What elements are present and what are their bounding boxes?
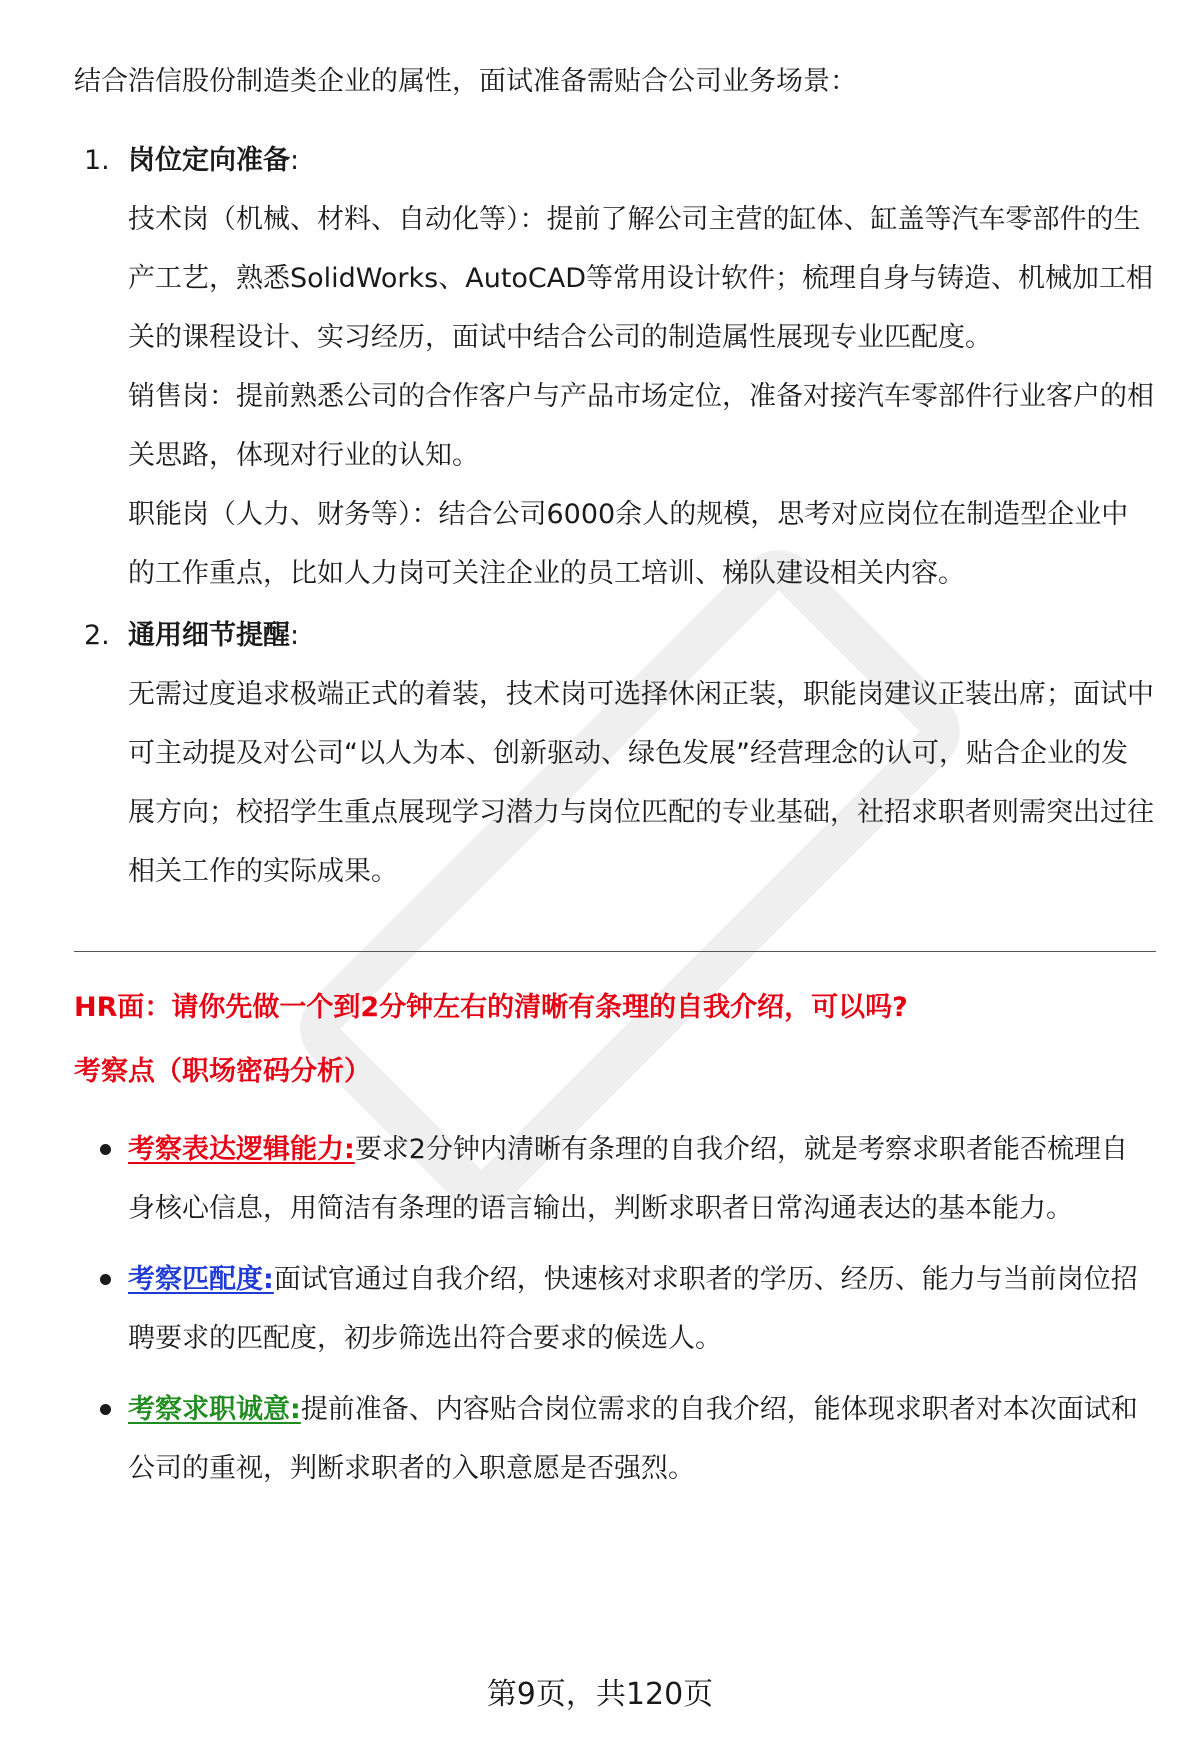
paragraph-functional: 职能岗（人力、财务等）：结合公司6000余人的规模，思考对应岗位在制造型企业中的工作重点，比如人力岗可关注企业的员工培训、梯队建设相关内容。	[128, 499, 1129, 589]
prep-list	[74, 132, 1154, 901]
item-colon: :	[290, 620, 300, 651]
prep-item-2	[74, 607, 1154, 901]
paragraph-general: 无需过度追求极端正式的着装，技术岗可选择休闲正装，职能岗建议正装出席；面试中可主动提及对公司“以人为本、创新驱动、绿色发展”经营理念的认可，贴合企业的发展方向；校招学生重点展现学习潜力与岗位匹配的专业基础，社招求职者则需突出过往相关工作的实际成果。	[128, 679, 1154, 887]
analysis-points	[74, 1120, 1154, 1498]
item-title: 通用细节提醒	[128, 620, 290, 651]
item-title: 岗位定向准备	[128, 145, 290, 176]
point-keyword: 考察求职诚意:	[128, 1394, 301, 1425]
page-footer: 第9页，共120页	[486, 1677, 714, 1712]
list-number: 1.	[84, 145, 110, 176]
hr-question: HR面：请你先做一个到2分钟左右的清晰有条理的自我介绍，可以吗?	[74, 992, 908, 1023]
document-page	[74, 62, 1154, 1498]
point-sincerity	[74, 1380, 1154, 1498]
prep-item-1	[74, 132, 1154, 603]
paragraph-sales: 销售岗：提前熟悉公司的合作客户与产品市场定位，准备对接汽车零部件行业客户的相关思路，体现对行业的认知。	[128, 381, 1154, 471]
point-keyword: 考察表达逻辑能力:	[128, 1134, 355, 1165]
paragraph-technical: 技术岗（机械、材料、自动化等）：提前了解公司主营的缸体、缸盖等汽车零部件的生产工艺，熟悉SolidWorks、AutoCAD等常用设计软件；梳理自身与铸造、机械加工相关的课程设计、实习经历，面试中结合公司的制造属性展现专业匹配度。	[128, 204, 1154, 353]
point-text: 提前准备、内容贴合岗位需求的自我介绍，能体现求职者对本次面试和公司的重视，判断求职者的入职意愿是否强烈。	[128, 1394, 1138, 1484]
bullet-icon	[100, 1144, 111, 1155]
bullet-icon	[100, 1404, 111, 1415]
item-colon: :	[290, 145, 300, 176]
point-keyword: 考察匹配度:	[128, 1264, 274, 1295]
point-matching	[74, 1250, 1154, 1368]
point-text: 要求2分钟内清晰有条理的自我介绍，就是考察求职者能否梳理自身核心信息，用简洁有条理的语言输出，判断求职者日常沟通表达的基本能力。	[128, 1134, 1128, 1224]
section-divider	[74, 951, 1156, 952]
intro-text: 结合浩信股份制造类企业的属性，面试准备需贴合公司业务场景：	[74, 66, 857, 97]
bullet-icon	[100, 1274, 111, 1285]
analysis-title: 考察点（职场密码分析）	[74, 1056, 371, 1087]
list-number: 2.	[84, 620, 110, 651]
point-text: 面试官通过自我介绍，快速核对求职者的学历、经历、能力与当前岗位招聘要求的匹配度，初步筛选出符合要求的候选人。	[128, 1264, 1138, 1354]
point-expression	[74, 1120, 1154, 1238]
